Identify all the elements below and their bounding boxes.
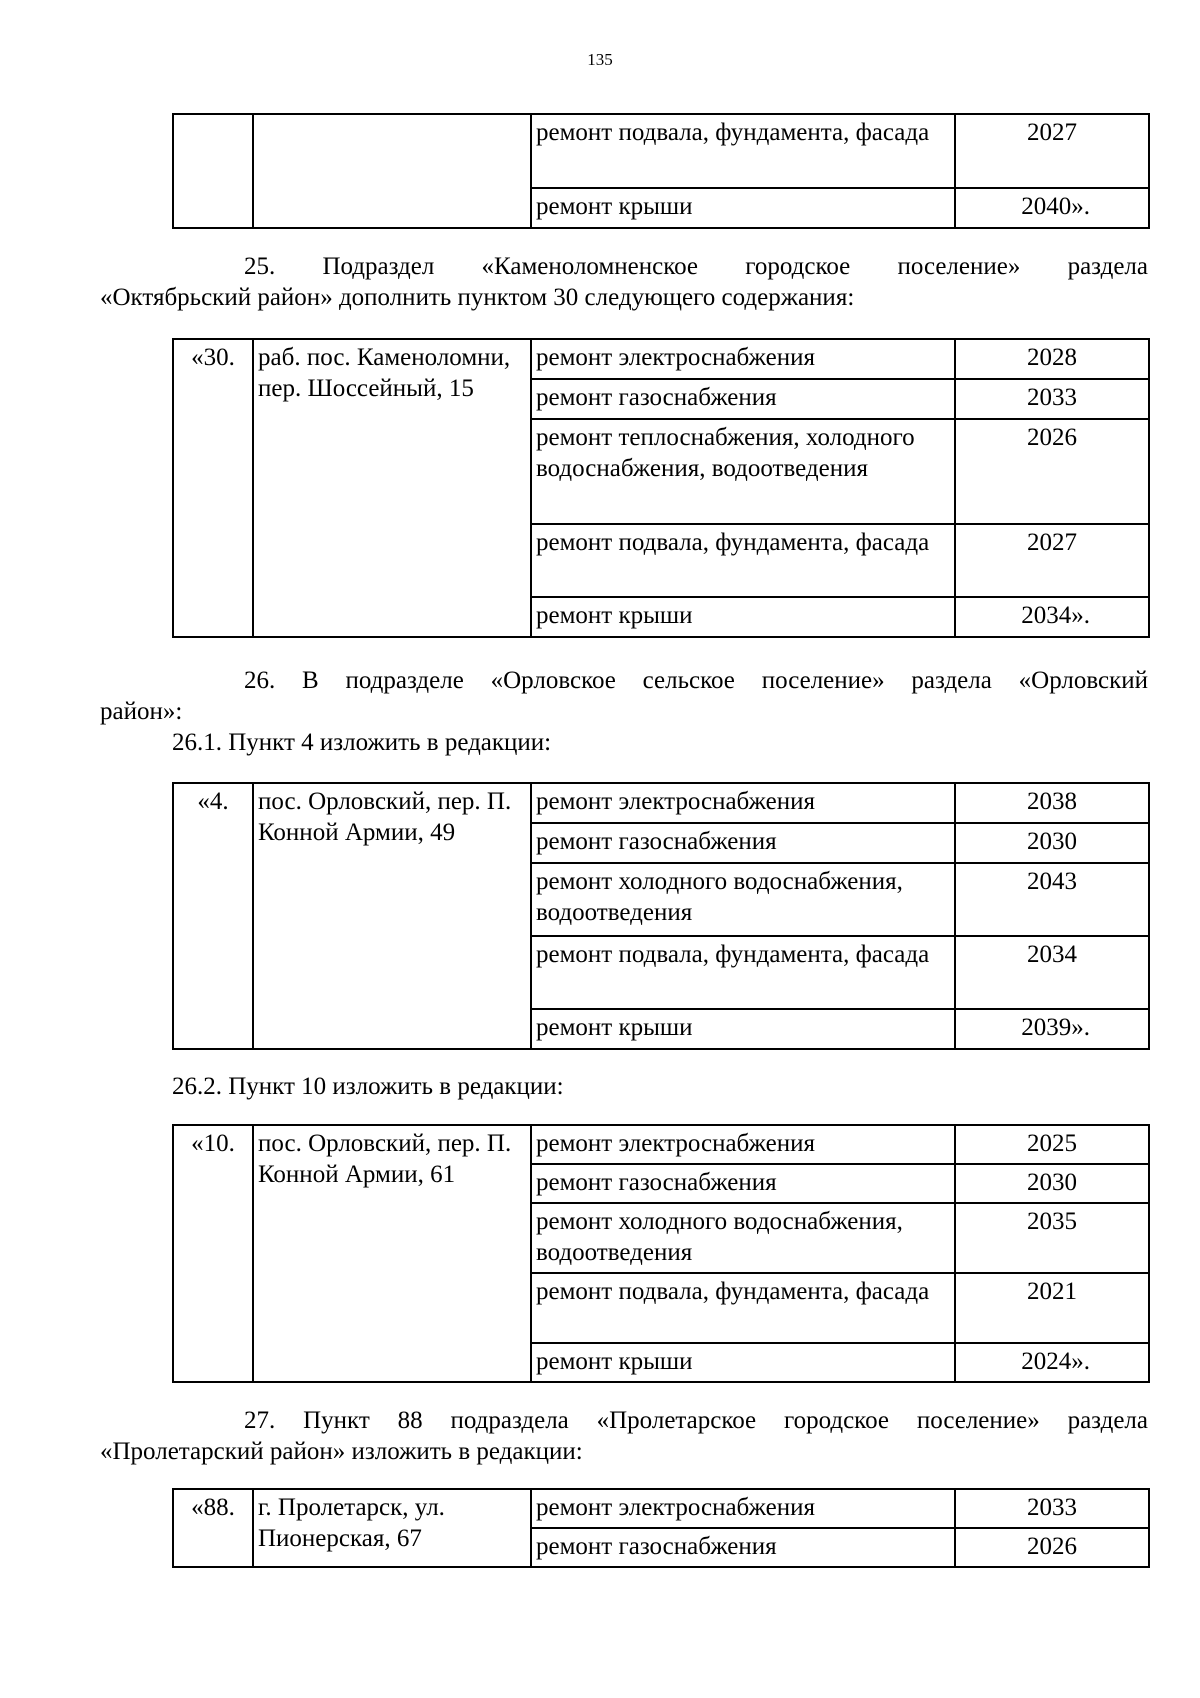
- table-continued: [172, 113, 1150, 229]
- work-cell: ремонт крыши: [531, 188, 955, 228]
- year-cell: 2027: [955, 114, 1149, 188]
- table-item-30: [172, 338, 1150, 638]
- page-number: 135: [587, 50, 613, 69]
- year-cell: 2024».: [955, 1343, 1149, 1382]
- number-cell: «4.: [173, 783, 253, 1049]
- work-cell: ремонт газоснабжения: [531, 823, 955, 863]
- work-cell: ремонт холодного водоснабжения, водоотведения: [531, 863, 955, 936]
- address-cell: [253, 114, 531, 228]
- work-cell: ремонт крыши: [531, 597, 955, 637]
- year-cell: 2033: [955, 379, 1149, 419]
- year-cell: 2021: [955, 1273, 1149, 1343]
- work-cell: ремонт подвала, фундамента, фасада: [531, 936, 955, 1009]
- work-cell: ремонт газоснабжения: [531, 379, 955, 419]
- year-cell: 2043: [955, 863, 1149, 936]
- year-cell: 2027: [955, 524, 1149, 597]
- table-item-88: [172, 1488, 1150, 1568]
- year-cell: 2026: [955, 419, 1149, 524]
- year-cell: 2030: [955, 823, 1149, 863]
- work-cell: ремонт электроснабжения: [531, 783, 955, 823]
- year-cell: 2028: [955, 339, 1149, 379]
- work-cell: ремонт теплоснабжения, холодного водоснабжения, водоотведения: [531, 419, 955, 524]
- paragraph-26-2: [172, 1071, 1148, 1102]
- table-row: [173, 114, 1149, 188]
- work-cell: ремонт крыши: [531, 1343, 955, 1382]
- paragraph-26: [100, 665, 1148, 758]
- address-cell: пос. Орловский, пер. П. Конной Армии, 61: [253, 1125, 531, 1382]
- year-cell: 2033: [955, 1489, 1149, 1528]
- work-cell: ремонт холодного водоснабжения, водоотведения: [531, 1203, 955, 1273]
- table-row: [173, 1489, 1149, 1528]
- paragraph-27: [100, 1405, 1148, 1467]
- year-cell: 2026: [955, 1528, 1149, 1567]
- year-cell: 2039».: [955, 1009, 1149, 1049]
- year-cell: 2035: [955, 1203, 1149, 1273]
- address-cell: г. Пролетарск, ул. Пионерская, 67: [253, 1489, 531, 1567]
- paragraph-line: 27. Пункт 88 подраздела «Пролетарское городское поселение» раздела: [244, 1407, 1148, 1434]
- number-cell: «30.: [173, 339, 253, 637]
- work-cell: ремонт крыши: [531, 1009, 955, 1049]
- work-cell: ремонт электроснабжения: [531, 1125, 955, 1164]
- paragraph-line: 26. В подразделе «Орловское сельское поселение» раздела «Орловский: [244, 667, 1148, 694]
- work-cell: ремонт электроснабжения: [531, 1489, 955, 1528]
- paragraph-line: 26.1. Пункт 4 изложить в редакции:: [172, 729, 552, 756]
- paragraph-25: [100, 251, 1148, 313]
- paragraph-line: 26.2. Пункт 10 изложить в редакции:: [172, 1073, 564, 1100]
- work-cell: ремонт подвала, фундамента, фасада: [531, 114, 955, 188]
- paragraph-line: район»:: [100, 698, 183, 725]
- table-row: [173, 783, 1149, 823]
- paragraph-line: «Пролетарский район» изложить в редакции:: [100, 1438, 583, 1465]
- paragraph-line: 25. Подраздел «Каменоломненское городское поселение» раздела: [244, 253, 1148, 280]
- table-item-4: [172, 782, 1150, 1050]
- work-cell: ремонт подвала, фундамента, фасада: [531, 1273, 955, 1343]
- number-cell: «10.: [173, 1125, 253, 1382]
- year-cell: 2030: [955, 1164, 1149, 1203]
- work-cell: ремонт подвала, фундамента, фасада: [531, 524, 955, 597]
- year-cell: 2034».: [955, 597, 1149, 637]
- work-cell: ремонт электроснабжения: [531, 339, 955, 379]
- table-item-10: [172, 1124, 1150, 1383]
- paragraph-line: «Октябрьский район» дополнить пунктом 30 следующего содержания:: [100, 284, 855, 311]
- table-row: [173, 1125, 1149, 1164]
- number-cell: [173, 114, 253, 228]
- address-cell: раб. пос. Каменоломни, пер. Шоссейный, 15: [253, 339, 531, 637]
- year-cell: 2034: [955, 936, 1149, 1009]
- year-cell: 2038: [955, 783, 1149, 823]
- number-cell: «88.: [173, 1489, 253, 1567]
- work-cell: ремонт газоснабжения: [531, 1528, 955, 1567]
- year-cell: 2025: [955, 1125, 1149, 1164]
- address-cell: пос. Орловский, пер. П. Конной Армии, 49: [253, 783, 531, 1049]
- table-row: [173, 339, 1149, 379]
- year-cell: 2040».: [955, 188, 1149, 228]
- work-cell: ремонт газоснабжения: [531, 1164, 955, 1203]
